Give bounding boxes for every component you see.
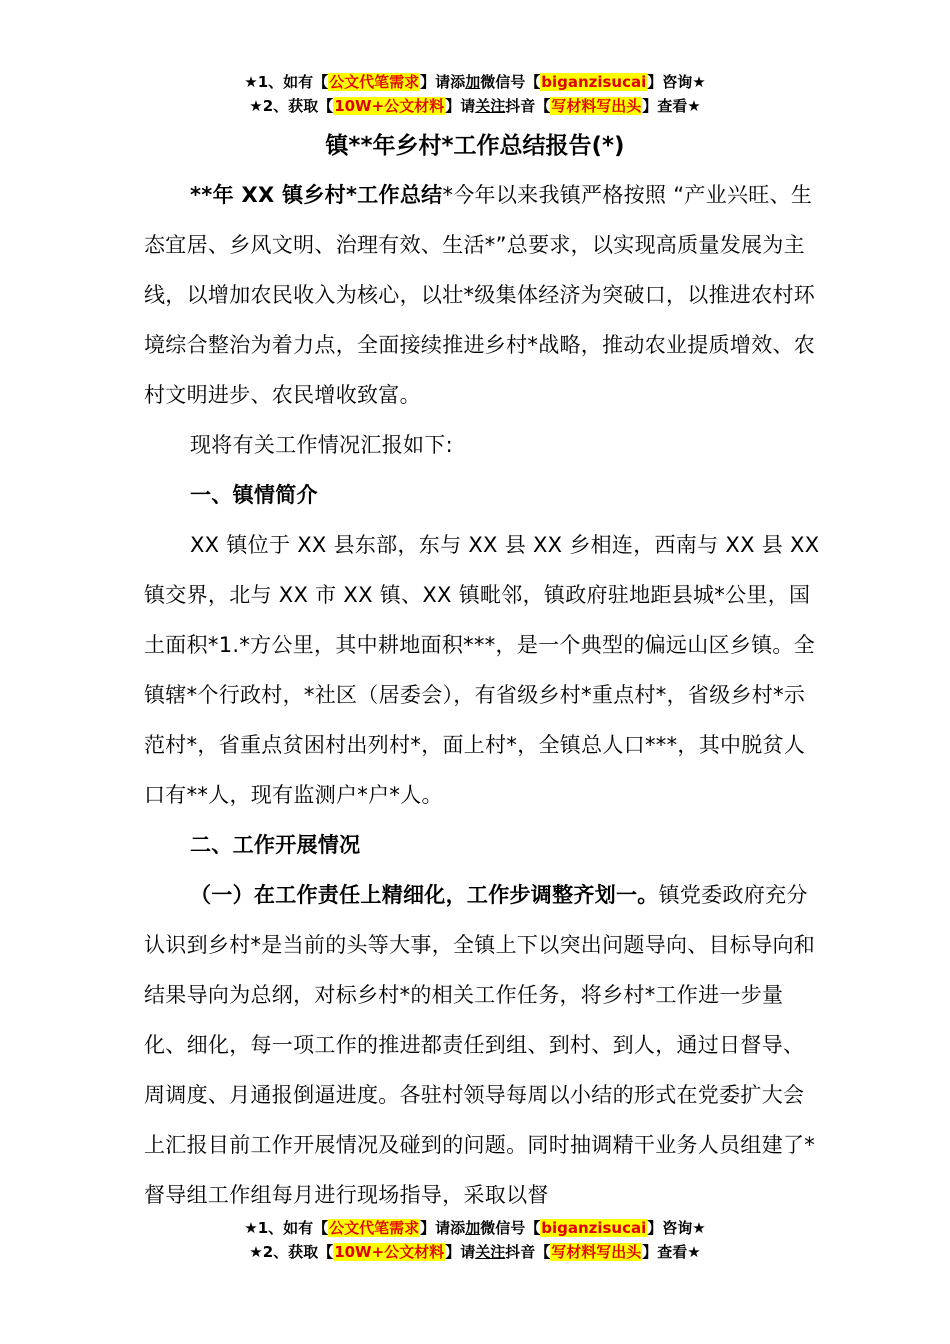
banner-underlined-text: 加	[465, 73, 481, 91]
banner-text: 】请	[445, 97, 476, 115]
banner-underlined-text: 关注	[475, 1243, 506, 1261]
banner-line-1	[0, 1216, 950, 1240]
banner-highlight: 10W+公文材料	[334, 97, 445, 115]
footer-banner	[0, 1216, 950, 1264]
banner-text: ★2、获取【	[249, 97, 334, 115]
document-body	[144, 170, 820, 1220]
banner-text: 】请	[445, 1243, 476, 1261]
banner-text: 】查看★	[642, 1243, 701, 1261]
banner-text: 】咨询★	[647, 1219, 706, 1237]
banner-text: 】请添	[420, 73, 466, 91]
banner-line-1	[0, 70, 950, 94]
paragraph-town-overview: XX 镇位于 XX 县东部，东与 XX 县 XX 乡相连，西南与 XX 县 XX 镇交界，北与 XX 市 XX 镇、XX 镇毗邻，镇政府驻地距县城*公里，国土面积*1.*方公里，其中耕地面积***，是一个典型的偏远山区乡镇。全镇辖*个行政村，*社区（居委会），有省级乡村*重点村*，省级乡村*示范村*，省重点贫困村出列村*，面上村*，全镇总人口***，其中脱贫人口有**人，现有监测户*户*人。	[144, 533, 820, 807]
banner-text: 】请添	[420, 1219, 466, 1237]
paragraph-lead: **年 XX 镇乡村*工作总结	[190, 183, 443, 207]
paragraph-work-responsibility	[144, 870, 820, 1220]
banner-highlight: biganzisucai	[541, 1219, 647, 1237]
subsection-heading: （一）在工作责任上精细化，工作步调整齐划一。	[190, 883, 659, 907]
section-heading-1: 一、镇情简介	[190, 483, 318, 507]
banner-text: 】咨询★	[647, 73, 706, 91]
banner-text: ★2、获取【	[249, 1243, 334, 1261]
banner-text: 】查看★	[642, 97, 701, 115]
banner-highlight: 公文代笔需求	[329, 1219, 420, 1237]
banner-text: ★1、如有【	[244, 1219, 329, 1237]
banner-text: 抖音【	[505, 1243, 551, 1261]
banner-text: ★1、如有【	[244, 73, 329, 91]
paragraph-report: 现将有关工作情况汇报如下:	[190, 433, 453, 457]
paragraph-intro	[144, 170, 820, 420]
banner-highlight: biganzisucai	[541, 73, 647, 91]
paragraph-text: 镇党委政府充分认识到乡村*是当前的头等大事，全镇上下以突出问题导向、目标导向和结果导向为总纲，对标乡村*的相关工作任务，将乡村*工作进一步量化、细化，每一项工作的推进都责任到组、到村、到人，通过日督导、周调度、月通报倒逼进度。各驻村领导每周以小结的形式在党委扩大会上汇报目前工作开展情况及碰到的问题。同时抽调精干业务人员组建了*督导组工作组每月进行现场指导，采取以督	[144, 883, 816, 1207]
section-heading-2: 二、工作开展情况	[190, 833, 361, 857]
banner-highlight: 写材料写出头	[551, 1243, 642, 1261]
header-banner	[0, 70, 950, 118]
banner-highlight: 10W+公文材料	[334, 1243, 445, 1261]
banner-text: 微信号【	[480, 73, 541, 91]
banner-line-2	[0, 1240, 950, 1264]
banner-underlined-text: 加	[465, 1219, 481, 1237]
banner-underlined-text: 关注	[475, 97, 506, 115]
banner-highlight: 公文代笔需求	[329, 73, 420, 91]
banner-text: 抖音【	[505, 97, 551, 115]
paragraph-text: *今年以来我镇严格按照 “产业兴旺、生态宜居、乡风文明、治理有效、生活*”总要求，以实现高质量发展为主线，以增加农民收入为核心，以壮*级集体经济为突破口，以推进农村环境综合整治为着力点，全面接续推进乡村*战略，推动农业提质增效、农村文明进步、农民增收致富。	[144, 183, 816, 407]
banner-line-2	[0, 94, 950, 118]
document-title: 镇**年乡村*工作总结报告(*)	[325, 133, 625, 159]
banner-highlight: 写材料写出头	[551, 97, 642, 115]
banner-text: 微信号【	[480, 1219, 541, 1237]
